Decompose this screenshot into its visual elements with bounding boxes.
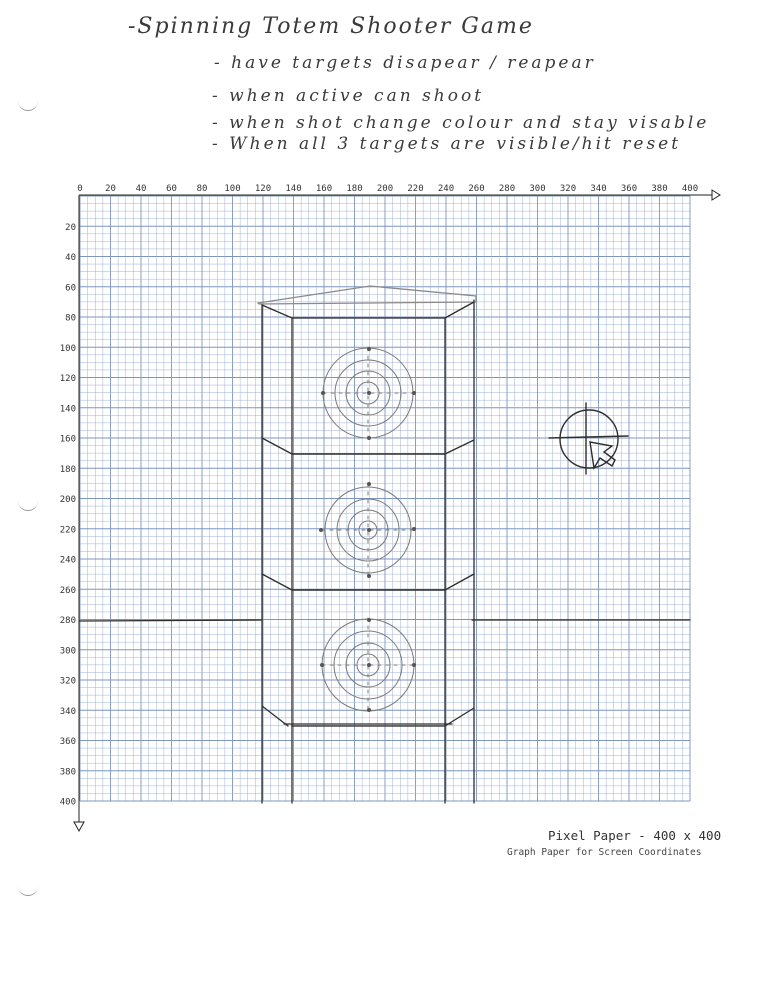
note-item: - When all 3 targets are visible/hit reset xyxy=(212,134,682,154)
bevel-line xyxy=(262,305,292,318)
totem-top-cap xyxy=(258,286,476,304)
x-tick-label: 40 xyxy=(135,184,147,194)
x-tick-label: 220 xyxy=(407,184,424,194)
x-tick-label: 300 xyxy=(529,184,546,194)
x-tick-label: 380 xyxy=(651,184,668,194)
y-tick-label: 120 xyxy=(59,374,76,384)
y-tick-label: 140 xyxy=(59,404,76,415)
y-tick-label: 80 xyxy=(65,313,76,324)
bevel-line xyxy=(445,574,474,590)
y-tick-label: 380 xyxy=(59,767,76,778)
x-tick-label: 320 xyxy=(559,184,577,194)
y-tick-label: 320 xyxy=(59,676,76,687)
y-axis-arrow-icon xyxy=(74,822,84,831)
axes xyxy=(74,190,720,831)
x-tick-label: 0 xyxy=(77,184,83,194)
bevel-line xyxy=(262,438,292,454)
x-tick-label: 200 xyxy=(376,184,394,194)
grid xyxy=(80,196,690,801)
y-tick-label: 260 xyxy=(59,585,76,596)
bevel-line xyxy=(445,302,474,318)
x-tick-label: 360 xyxy=(620,184,638,194)
x-tick-label: 260 xyxy=(468,184,485,194)
x-tick-labels xyxy=(77,184,698,194)
x-tick-label: 100 xyxy=(224,184,241,194)
bevel-line xyxy=(445,440,474,454)
x-tick-label: 60 xyxy=(166,184,177,194)
y-tick-label: 60 xyxy=(65,283,76,294)
bevel-line xyxy=(262,574,292,590)
x-tick-label: 240 xyxy=(437,184,455,194)
y-tick-label: 240 xyxy=(59,555,76,566)
y-tick-label: 400 xyxy=(59,797,76,808)
y-tick-label: 220 xyxy=(59,525,76,536)
y-tick-label: 300 xyxy=(59,646,76,657)
y-tick-label: 340 xyxy=(59,706,76,717)
notes-title: -Spinning Totem Shooter Game xyxy=(128,14,534,39)
y-tick-label: 200 xyxy=(59,495,76,505)
note-item: - when active can shoot xyxy=(212,86,485,106)
y-tick-label: 20 xyxy=(65,222,76,233)
x-tick-label: 160 xyxy=(315,184,333,194)
y-tick-labels xyxy=(60,223,76,808)
totem-block-top xyxy=(292,318,445,454)
y-tick-label: 360 xyxy=(59,737,76,747)
x-axis-arrow-icon xyxy=(712,190,720,200)
caption-subtitle: Graph Paper for Screen Coordinates xyxy=(507,847,702,858)
x-tick-label: 80 xyxy=(196,184,208,194)
x-tick-label: 120 xyxy=(254,184,272,194)
y-tick-label: 180 xyxy=(59,464,76,475)
crosshair-cursor-icon xyxy=(549,403,628,474)
totem-block-middle xyxy=(292,454,445,590)
y-tick-label: 160 xyxy=(59,434,76,445)
x-tick-label: 140 xyxy=(285,184,302,194)
bevel-line xyxy=(262,706,288,726)
x-tick-label: 340 xyxy=(590,184,607,194)
y-tick-label: 40 xyxy=(65,253,76,263)
note-item: - when shot change colour and stay visable xyxy=(212,113,710,133)
y-tick-label: 100 xyxy=(59,343,76,354)
ground-line-left xyxy=(80,620,262,621)
note-item: - have targets disapear / reapear xyxy=(214,53,596,73)
caption-title: Pixel Paper - 400 x 400 xyxy=(548,828,722,843)
y-tick-label: 280 xyxy=(59,616,76,626)
x-tick-label: 180 xyxy=(346,184,363,194)
x-tick-label: 280 xyxy=(498,184,516,194)
x-tick-label: 20 xyxy=(105,184,116,194)
x-tick-label: 400 xyxy=(681,184,699,194)
